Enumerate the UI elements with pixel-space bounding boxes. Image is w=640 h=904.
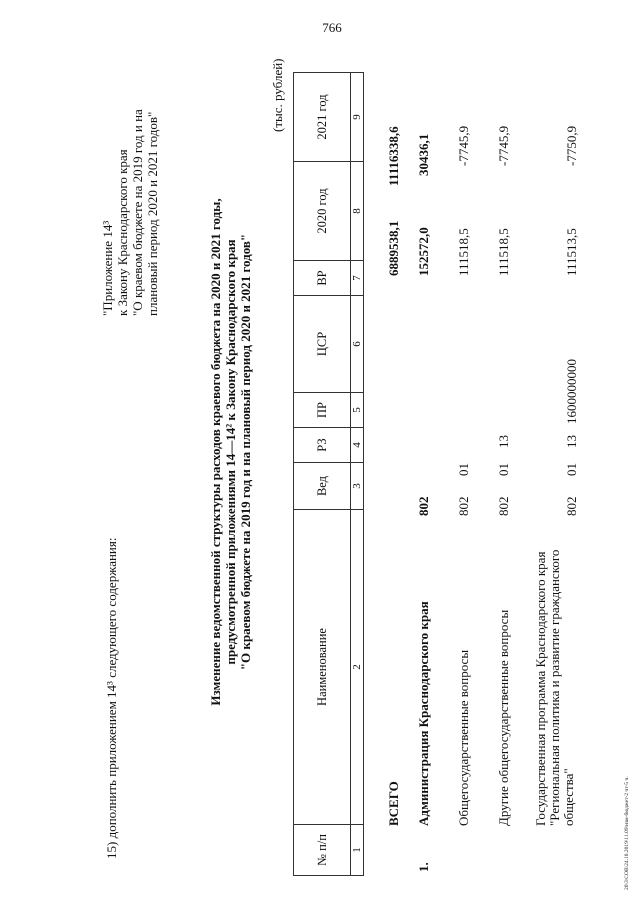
row-csr: 1600000000 xyxy=(564,359,579,424)
appendix-line: плановый период 2020 и 2021 годов" xyxy=(145,111,160,316)
row-value-2020: 6889538,1 xyxy=(386,220,401,276)
header-row xyxy=(294,73,351,876)
table-row xyxy=(412,100,452,876)
page-number: 766 xyxy=(322,20,342,35)
row-name: Общегосударственные вопросы xyxy=(456,649,471,826)
row-value-2020: 111513,5 xyxy=(564,228,579,276)
row-value-2021: 30436,1 xyxy=(416,133,431,176)
row-value-2020: 111518,5 xyxy=(496,228,511,276)
column-index: 7 xyxy=(351,261,364,296)
column-header: Вед xyxy=(294,463,351,510)
row-pr: 13 xyxy=(564,435,579,448)
column-index: 2 xyxy=(351,510,364,825)
intro-text: 15) дополнить приложением 14³ следующего содержания: xyxy=(104,537,119,859)
title-line: Изменение ведомственной структуры расходов краевого бюджета на 2020 и 2021 годы, xyxy=(208,198,223,706)
footer-code: 20\3\СОВ\24.10.2019\11.09\изм-бюджет-2 чт-5 ч. xyxy=(624,776,630,890)
row-value-2021: -7750,9 xyxy=(564,125,579,166)
row-ved: 802 xyxy=(496,496,511,516)
column-index: 3 xyxy=(351,463,364,510)
column-header: ВР xyxy=(294,261,351,296)
row-value-2020: 111518,5 xyxy=(456,228,471,276)
table-row xyxy=(492,100,532,876)
column-header: ПР xyxy=(294,393,351,428)
column-header: 2020 год xyxy=(294,162,351,261)
row-value-2021: -7745,9 xyxy=(456,125,471,166)
row-number: 1. xyxy=(416,862,431,872)
column-index: 9 xyxy=(351,73,364,162)
appendix-line: к Закону Краснодарского края xyxy=(115,149,130,316)
row-value-2021: 11116338,6 xyxy=(386,126,401,186)
appendix-header xyxy=(100,109,160,316)
title-line: предусмотренной приложениями 14—14² к Закону Краснодарского края xyxy=(223,239,238,665)
column-index: 8 xyxy=(351,162,364,261)
row-ved: 802 xyxy=(456,496,471,516)
appendix-line: "О краевом бюджете на 2019 год и на xyxy=(130,109,145,316)
row-rz: 01 xyxy=(496,463,511,476)
row-name: Администрация Краснодарского края xyxy=(416,601,431,826)
row-value-2020: 152572,0 xyxy=(416,227,431,276)
column-index: 1 xyxy=(351,825,364,876)
document-title xyxy=(208,0,253,904)
row-rz: 01 xyxy=(456,463,471,476)
budget-table-header xyxy=(293,72,364,876)
index-row xyxy=(351,73,364,876)
units-label: (тыс. рублей) xyxy=(270,58,285,132)
row-ved: 802 xyxy=(564,496,579,516)
row-rz: 01 xyxy=(564,463,579,476)
row-value-2021: -7745,9 xyxy=(496,125,511,166)
row-name: Государственная программа Краснодарского края "Региональная политика и развитие гражданского общества" xyxy=(533,549,576,826)
row-name: Другие общегосударственные вопросы xyxy=(496,609,511,826)
table-row xyxy=(534,100,604,876)
column-header: РЗ xyxy=(294,428,351,463)
table-row xyxy=(452,100,492,876)
column-index: 5 xyxy=(351,393,364,428)
column-index: 4 xyxy=(351,428,364,463)
column-header: № п/п xyxy=(294,825,351,876)
title-line: "О краевом бюджете на 2019 год и на плановый период 2020 и 2021 годов" xyxy=(238,233,253,671)
column-header: Наименование xyxy=(294,510,351,825)
column-index: 6 xyxy=(351,296,364,393)
column-header: 2021 год xyxy=(294,73,351,162)
column-header: ЦСР xyxy=(294,296,351,393)
row-pr: 13 xyxy=(496,435,511,448)
row-name: ВСЕГО xyxy=(386,781,401,826)
row-ved: 802 xyxy=(416,496,431,516)
appendix-line: "Приложение 14³ xyxy=(100,220,115,316)
